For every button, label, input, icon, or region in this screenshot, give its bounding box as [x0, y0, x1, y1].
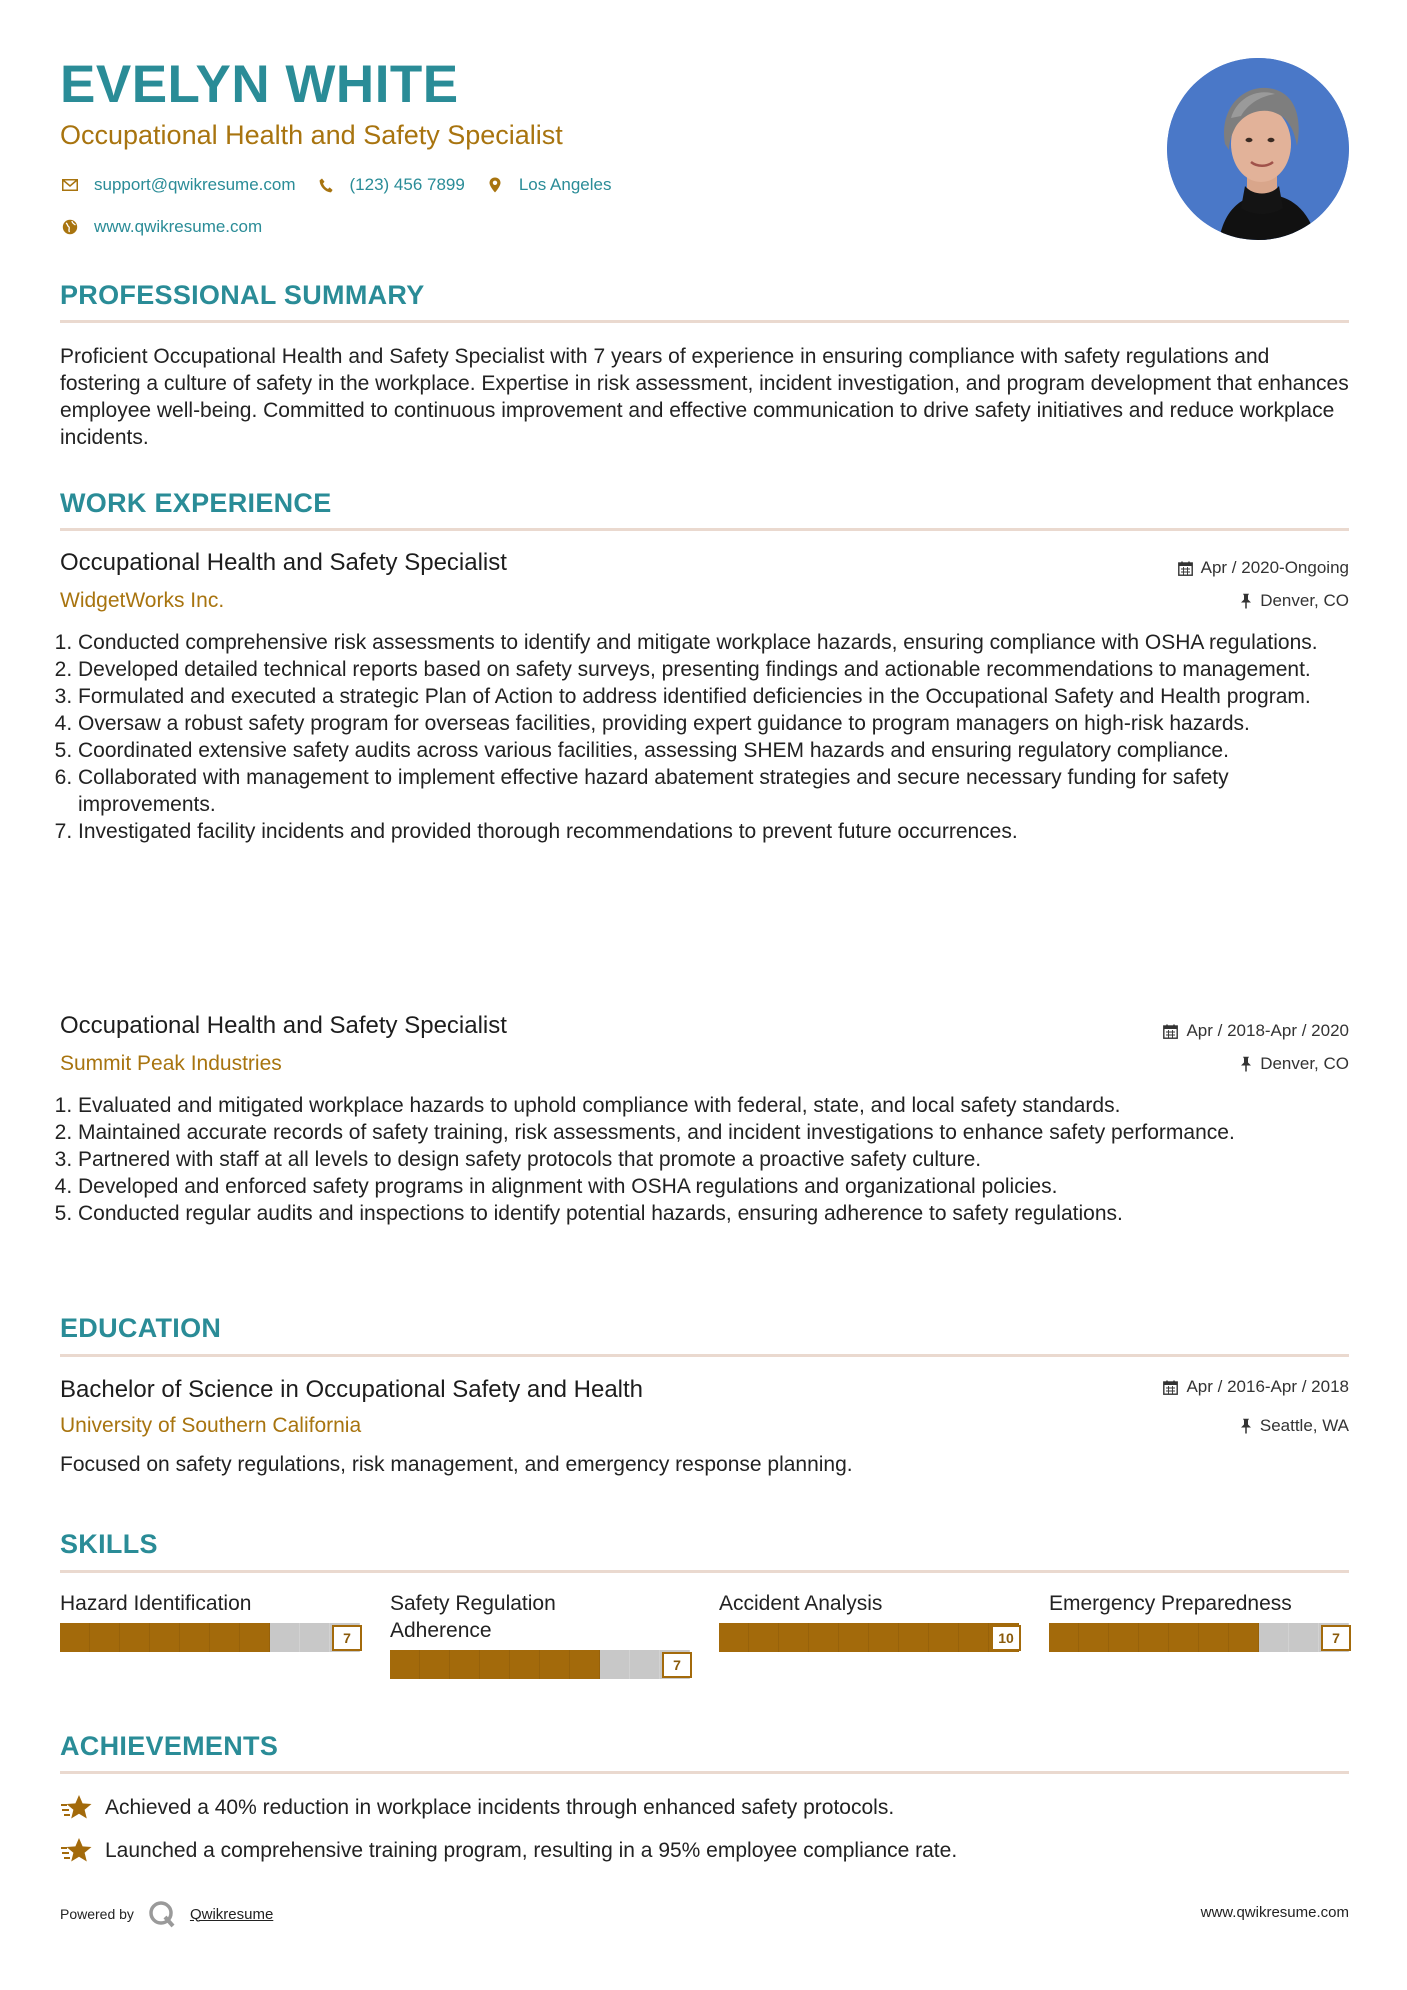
- list-item: 2. Developed detailed technical reports based on safety surveys, presenting findings and actionable recommendations to management.: [78, 656, 1367, 683]
- skill-bar-segment: [210, 1623, 240, 1652]
- skill-bar-segment: [480, 1650, 510, 1679]
- job-dates-text: Apr / 2018-Apr / 2020: [1186, 1021, 1349, 1040]
- skill-level-bar: [390, 1650, 690, 1679]
- skill-level-bar: [60, 1623, 360, 1652]
- education-dates: [1163, 1377, 1349, 1397]
- skill-level-bar: [1049, 1623, 1349, 1652]
- skill-level-value: 7: [1321, 1625, 1351, 1651]
- list-item: 5. Coordinated extensive safety audits across various facilities, assessing SHEM hazards and ensuring regulatory compliance.: [78, 737, 1367, 764]
- company-name: WidgetWorks Inc.: [60, 589, 225, 612]
- skill-bar-segment: [899, 1623, 929, 1652]
- contact-location: [485, 175, 612, 195]
- candidate-name: EVELYN WHITE: [60, 55, 459, 114]
- skill-bar-segment: [1139, 1623, 1169, 1652]
- skill-bar-segment: [270, 1623, 300, 1652]
- achievements-heading: ACHIEVEMENTS: [60, 1731, 279, 1761]
- job-dates: [1163, 1021, 1349, 1041]
- contact-phone[interactable]: [316, 175, 465, 195]
- degree-title: Bachelor of Science in Occupational Safety and Health: [60, 1376, 644, 1403]
- envelope-icon: [60, 175, 80, 195]
- job-location-text: Denver, CO: [1260, 1054, 1349, 1073]
- skills-divider: [60, 1570, 1349, 1573]
- skill-bar-segment: [180, 1623, 210, 1652]
- skill-bar-segment: [600, 1650, 630, 1679]
- skill-bar-segment: [1079, 1623, 1109, 1652]
- experience-divider: [60, 528, 1349, 531]
- profile-photo: [1167, 58, 1349, 240]
- skill-bar-segment: [1049, 1623, 1079, 1652]
- footer-powered-by: [60, 1900, 273, 1928]
- skill-bar-segment: [630, 1650, 660, 1679]
- pushpin-icon: [1240, 1056, 1252, 1072]
- skill-name: Accident Analysis: [719, 1592, 883, 1615]
- achievement-item: [60, 1793, 894, 1823]
- email-text: support@qwikresume.com: [94, 175, 296, 194]
- calendar-icon: [1178, 561, 1193, 576]
- job-location-text: Denver, CO: [1260, 591, 1349, 610]
- footer-website[interactable]: www.qwikresume.com: [1200, 1904, 1349, 1921]
- skill-item: [60, 1590, 360, 1652]
- skill-bar-segment: [570, 1650, 600, 1679]
- skill-level-value: 10: [991, 1625, 1021, 1651]
- skill-bar-segment: [1169, 1623, 1199, 1652]
- skill-bar-segment: [1229, 1623, 1259, 1652]
- skill-bar-track: [60, 1623, 360, 1652]
- list-item: 4. Developed and enforced safety programs in alignment with OSHA regulations and organizational policies.: [78, 1173, 1367, 1200]
- education-description: Focused on safety regulations, risk management, and emergency response planning.: [60, 1453, 853, 1476]
- achievement-item: [60, 1836, 957, 1866]
- contact-website[interactable]: [60, 217, 262, 237]
- job-title: Occupational Health and Safety Specialist: [60, 1012, 507, 1039]
- phone-icon: [316, 175, 336, 195]
- skill-bar-segment: [450, 1650, 480, 1679]
- list-item: 6. Collaborated with management to implement effective hazard abatement strategies and secure necessary funding for safety improvements.: [78, 764, 1367, 818]
- education-dates-text: Apr / 2016-Apr / 2018: [1186, 1377, 1349, 1396]
- skill-bar-segment: [120, 1623, 150, 1652]
- contact-info: [60, 172, 631, 256]
- skill-bar-segment: [1259, 1623, 1289, 1652]
- skill-bar-segment: [779, 1623, 809, 1652]
- skill-bar-segment: [749, 1623, 779, 1652]
- list-item: 1. Conducted comprehensive risk assessments to identify and mitigate workplace hazards, ensuring compliance with OSHA regulations.: [78, 629, 1367, 656]
- achievement-text: Achieved a 40% reduction in workplace incidents through enhanced safety protocols.: [105, 1796, 895, 1819]
- skill-bar-segment: [719, 1623, 749, 1652]
- skill-item: [1049, 1590, 1349, 1652]
- skill-bar-track: [390, 1650, 690, 1679]
- skill-bar-segment: [1109, 1623, 1139, 1652]
- skill-level-value: 7: [332, 1625, 362, 1651]
- calendar-icon: [1163, 1024, 1178, 1039]
- job-dates-text: Apr / 2020-Ongoing: [1200, 558, 1349, 577]
- skill-bar-segment: [420, 1650, 450, 1679]
- website-text: www.qwikresume.com: [94, 217, 263, 236]
- star-icon: [60, 1836, 94, 1866]
- location-text: Los Angeles: [518, 175, 612, 194]
- list-item: 7. Investigated facility incidents and provided thorough recommendations to prevent future occurrences.: [78, 818, 1367, 845]
- skill-bar-segment: [809, 1623, 839, 1652]
- pushpin-icon: [1240, 1418, 1252, 1434]
- skill-bar-segment: [1289, 1623, 1319, 1652]
- skill-name: Safety Regulation Adherence: [390, 1592, 556, 1642]
- skill-bar-segment: [540, 1650, 570, 1679]
- job-location: [1240, 1054, 1349, 1074]
- job-location: [1240, 591, 1349, 611]
- achievement-text: Launched a comprehensive training program, resulting in a 95% employee compliance rate.: [105, 1839, 958, 1862]
- globe-icon: [60, 217, 80, 237]
- candidate-title: Occupational Health and Safety Specialist: [60, 120, 563, 150]
- list-item: 2. Maintained accurate records of safety training, risk assessments, and incident investigations to enhance safety performance.: [78, 1119, 1367, 1146]
- skill-bar-segment: [90, 1623, 120, 1652]
- list-item: 1. Evaluated and mitigated workplace hazards to uphold compliance with federal, state, and local safety standards.: [78, 1092, 1367, 1119]
- skill-bar-segment: [1199, 1623, 1229, 1652]
- list-item: 5. Conducted regular audits and inspections to identify potential hazards, ensuring adherence to safety regulations.: [78, 1200, 1367, 1227]
- map-pin-icon: [485, 175, 505, 195]
- pushpin-icon: [1240, 593, 1252, 609]
- skill-bar-segment: [839, 1623, 869, 1652]
- skill-bar-segment: [60, 1623, 90, 1652]
- skill-bar-segment: [300, 1623, 330, 1652]
- skill-level-value: 7: [662, 1652, 692, 1678]
- experience-heading: WORK EXPERIENCE: [60, 488, 332, 518]
- job-responsibilities: [60, 629, 1367, 845]
- star-icon: [60, 1793, 94, 1823]
- skill-bar-segment: [959, 1623, 989, 1652]
- education-location-text: Seattle, WA: [1259, 1416, 1349, 1435]
- skill-bar-track: [1049, 1623, 1349, 1652]
- education-divider: [60, 1354, 1349, 1357]
- job-responsibilities: [60, 1092, 1367, 1227]
- skill-bar-segment: [150, 1623, 180, 1652]
- school-name: University of Southern California: [60, 1414, 362, 1437]
- skill-item: [719, 1590, 1019, 1652]
- qwikresume-logo-icon: [148, 1900, 176, 1928]
- skill-bar-segment: [510, 1650, 540, 1679]
- summary-divider: [60, 320, 1349, 323]
- powered-by-label: Powered by: [60, 1906, 134, 1922]
- list-item: 3. Formulated and executed a strategic Plan of Action to address identified deficiencies in the Occupational Safety and Health program.: [78, 683, 1367, 710]
- summary-heading: PROFESSIONAL SUMMARY: [60, 280, 425, 310]
- skill-bar-track: [719, 1623, 1019, 1652]
- job-dates: [1178, 558, 1349, 578]
- skill-bar-segment: [869, 1623, 899, 1652]
- company-name: Summit Peak Industries: [60, 1052, 282, 1075]
- phone-text: (123) 456 7899: [349, 175, 465, 194]
- list-item: 4. Oversaw a robust safety program for overseas facilities, providing expert guidance to program managers on high-risk hazards.: [78, 710, 1367, 737]
- education-heading: EDUCATION: [60, 1313, 222, 1343]
- skill-bar-segment: [929, 1623, 959, 1652]
- contact-email[interactable]: [60, 175, 296, 195]
- skills-heading: SKILLS: [60, 1529, 158, 1559]
- skill-name: Emergency Preparedness: [1049, 1592, 1292, 1615]
- skill-level-bar: [719, 1623, 1019, 1652]
- achievements-divider: [60, 1771, 1349, 1774]
- skill-item: [390, 1590, 690, 1679]
- skill-bar-segment: [240, 1623, 270, 1652]
- list-item: 3. Partnered with staff at all levels to design safety protocols that promote a proactive safety culture.: [78, 1146, 1367, 1173]
- skill-name: Hazard Identification: [60, 1592, 252, 1615]
- job-title: Occupational Health and Safety Specialist: [60, 549, 507, 576]
- education-location: [1240, 1416, 1349, 1436]
- calendar-icon: [1163, 1380, 1178, 1395]
- skill-bar-segment: [390, 1650, 420, 1679]
- qwikresume-link[interactable]: Qwikresume: [189, 1905, 274, 1923]
- summary-text: Proficient Occupational Health and Safety Specialist with 7 years of experience in ensuring compliance with safety regulations and fostering a culture of safety in the workplace. Expertise in risk assessment, incident investigation, and program development that enhances employee well-being. Committed to continuous improvement and effective communication to drive safety initiatives and reduce workplace incidents.: [60, 345, 1349, 449]
